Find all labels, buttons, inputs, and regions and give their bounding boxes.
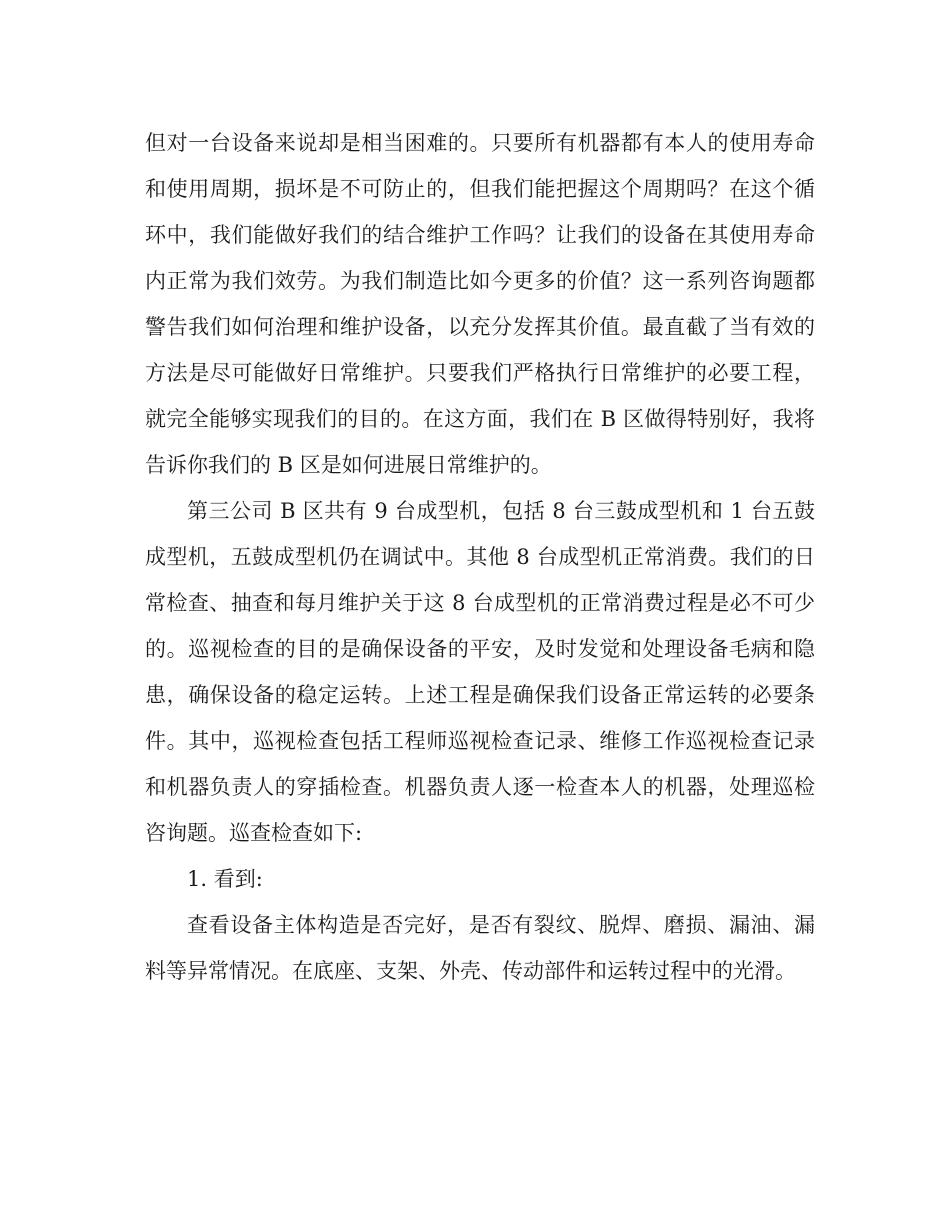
paragraph-continuation: 但对一台设备来说却是相当困难的。只要所有机器都有本人的使用寿命和使用周期，损坏是不可防止的，但我们能把握这个周期吗？在这个循环中，我们能做好我们的结合维护工作吗？让我们的设备在其使用寿命内正常为我们效劳。为我们制造比如今更多的价值？这一系列咨询题都警告我们如何治理和维护设备，以充分发挥其价值。最直截了当有效的方法是尽可能做好日常维护。只要我们严格执行日常维护的必要工程，就完全能够实现我们的目的。在这方面，我们在 B 区做得特别好，我将告诉你我们的 B 区是如何进展日常维护的。 <box>145 131 815 477</box>
paragraph-b-zone-overview: 第三公司 B 区共有 9 台成型机，包括 8 台三鼓成型机和 1 台五鼓成型机，五鼓成型机仍在调试中。其他 8 台成型机正常消费。我们的日常检查、抽查和每月维护关于这 8 台成型机的正常消费过程是必不可少的。巡视检查的目的是确保设备的平安，及时发觉和处理设备毛病和隐患，确保设备的稳定运转。上述工程是确保我们设备正常运转的必要条件。其中，巡视检查包括工程师巡视检查记录、维修工作巡视检查记录和机器负责人的穿插检查。机器负责人逐一检查本人的机器，处理巡检咨询题。巡查检查如下: <box>145 499 815 845</box>
document-body <box>145 120 815 994</box>
list-item-look: 1. 看到: <box>187 867 263 891</box>
paragraph-inspection-detail: 查看设备主体构造是否完好，是否有裂纹、脱焊、磨损、漏油、漏料等异常情况。在底座、支架、外壳、传动部件和运转过程中的光滑。 <box>145 913 815 983</box>
